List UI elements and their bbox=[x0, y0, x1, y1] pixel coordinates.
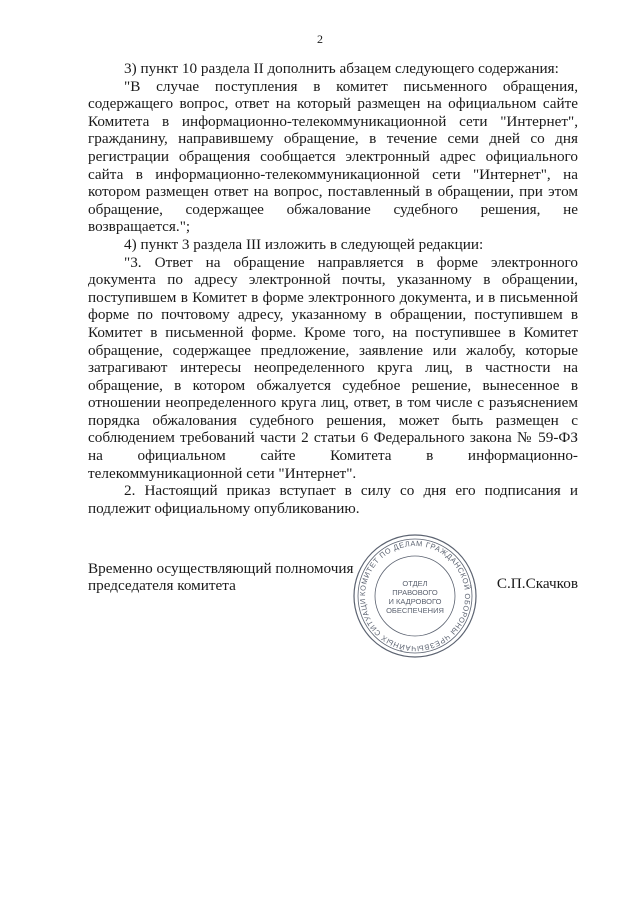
stamp-inner-line-1: ОТДЕЛ bbox=[402, 579, 428, 588]
stamp-seal-icon bbox=[350, 531, 480, 661]
paragraph-effective-date: 2. Настоящий приказ вступает в силу со дня его подписания и подлежит официальному опубликованию. bbox=[88, 482, 578, 517]
stamp-inner-line-2: ПРАВОВОГО bbox=[392, 588, 438, 597]
paragraph-amendment-item-4: 4) пункт 3 раздела III изложить в следующей редакции: bbox=[124, 235, 484, 253]
signatory-title: Временно осуществляющий полномочия председателя комитета bbox=[88, 560, 354, 594]
stamp-inner-line-4: ОБЕСПЕЧЕНИЯ bbox=[386, 606, 444, 615]
paragraph-amendment-item-3: 3) пункт 10 раздела II дополнить абзацем следующего содержания: bbox=[124, 60, 559, 77]
stamp-ring-text: КОМИТЕТ ПО ДЕЛАМ ГРАЖДАНСКОЙ ОБОРОНЫ ЧРЕЗВЫЧАЙНЫХ СИТУАЦИ bbox=[357, 538, 473, 654]
page-number: 2 bbox=[317, 32, 323, 46]
official-stamp bbox=[350, 531, 480, 661]
paragraph-item-3-text: "В случае поступления в комитет письменного обращения, содержащего вопрос, ответ на который размещен на официальном сайте Комитета в информационно-телекоммуникационной сети "Интернет", гражданину, направившему обращение, в течение семи дней со дня регистрации обращения сообщается электронный адрес официального сайта в информационно-телекоммуникационной сети "Интернет", на котором размещен ответ на вопрос, поставленный в обращении, при этом обращение, содержащее обжалование судебного решения, не возвращается."; bbox=[88, 77, 578, 236]
signatory-name: С.П.Скачков bbox=[496, 575, 578, 592]
paragraph-item-4-text: "3. Ответ на обращение направляется в форме электронного документа по адресу электронной почты, указанному в обращении, поступившем в Комитет в форме электронного документа, и в письменной форме по почтовому адресу, указанному в обращении, поступившем в Комитет в письменной форме. Кроме того, на поступившее в Комитет обращение, содержащее предложение, заявление или жалобу, которые затрагивают интересы неопределенного круга лиц, в частности на обращение, в котором обжалуется судебное решение, вынесенное в отношении неопределенного круга лиц, ответ, в том числе с разъяснением порядка обжалования судебного решения, может быть размещен с соблюдением требований части 2 статьи 6 Федерального закона № 59-ФЗ на официальном сайте Комитета в информационно-телекоммуникационной сети "Интернет". bbox=[88, 253, 578, 482]
document-body bbox=[88, 60, 578, 517]
stamp-inner-line-3: И КАДРОВОГО bbox=[388, 597, 442, 606]
signature-block bbox=[88, 560, 578, 660]
